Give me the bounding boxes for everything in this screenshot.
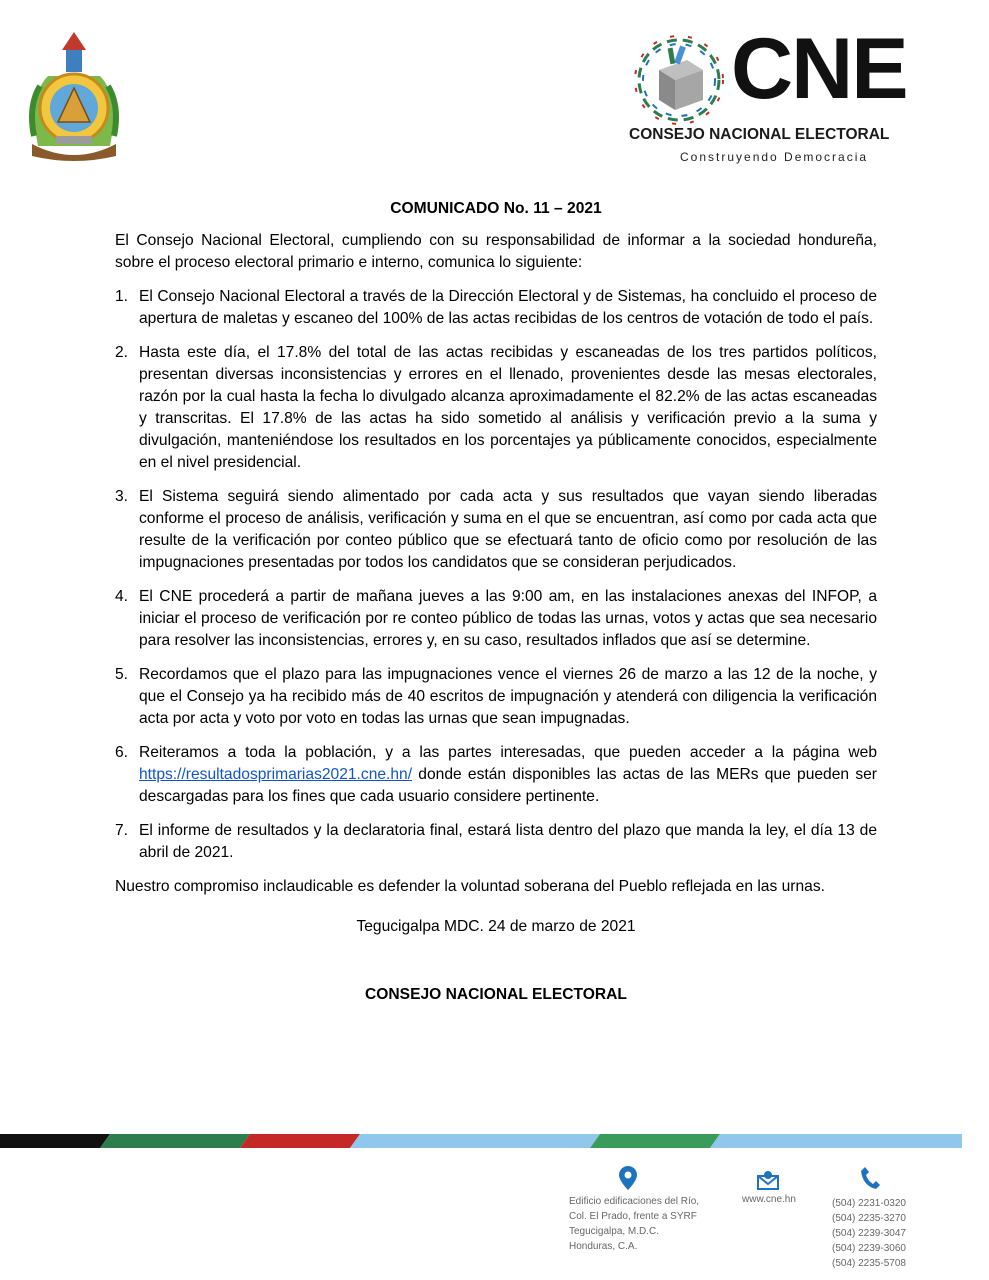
stripe-segment <box>240 1134 360 1148</box>
item-number: 5. <box>115 666 129 683</box>
footer-phones <box>832 1196 906 1271</box>
phone-number: (504) 2239-3060 <box>832 1243 906 1254</box>
footer-address <box>569 1194 699 1254</box>
intro-paragraph: El Consejo Nacional Electoral, cumpliendo con su responsabilidad de informar a la sociedad hondureña, sobre el proceso electoral primario e interno, comunica lo siguiente: <box>115 232 877 271</box>
phone-number: (504) 2239-3047 <box>832 1228 906 1239</box>
item-text-after: donde están disponibles las actas de las MERs que pueden ser descargadas para los fines que cada usuario considere pertinente. <box>139 766 877 805</box>
footer-website[interactable]: www.cne.hn <box>742 1194 796 1205</box>
stripe-segment <box>0 1134 110 1148</box>
item-text-before: Reiteramos a toda la población, y a las partes interesadas, que pueden acceder a la página web <box>139 744 877 761</box>
phone-number: (504) 2235-5708 <box>832 1258 906 1269</box>
list-item <box>115 664 877 730</box>
phone-number: (504) 2235-3270 <box>832 1213 906 1224</box>
email-web-icon <box>757 1170 779 1190</box>
footer <box>0 1160 989 1270</box>
cne-slogan: Construyendo Democracia <box>680 150 869 164</box>
item-text: Recordamos que el plazo para las impugnaciones vence el viernes 26 de marzo a las 12 de la noche, y que el Consejo ya ha recibido más de 40 escritos de impugnación y atenderá con diligencia la verificación acta por acta y voto por voto en todas las urnas que sean impugnadas. <box>139 666 877 727</box>
stripe-segment <box>590 1134 720 1148</box>
list-item <box>115 742 877 808</box>
communique-title: COMUNICADO No. 11 – 2021 <box>390 200 602 217</box>
item-text: El Consejo Nacional Electoral a través de la Dirección Electoral y de Sistemas, ha concluido el proceso de apertura de maletas y escaneo del 100% de las actas recibidas de los centros de votación de todo el país. <box>139 288 877 327</box>
item-number: 3. <box>115 488 129 505</box>
address-line: Tegucigalpa, M.D.C. <box>569 1226 660 1237</box>
ballot-box-icon <box>629 30 729 128</box>
stripe-segment <box>710 1134 962 1148</box>
stripe-segment <box>350 1134 600 1148</box>
item-number: 1. <box>115 288 129 305</box>
color-stripe <box>0 1134 962 1148</box>
item-text: El CNE procederá a partir de mañana jueves a las 9:00 am, en las instalaciones anexas del INFOP, a iniciar el proceso de verificación por re conteo público de todas las urnas, votos y actas que sea necesario para resolver las inconsistencias, errores y, en su caso, resultados inflados que así se determine. <box>139 588 877 649</box>
item-number: 2. <box>115 344 129 361</box>
list-item <box>115 486 877 574</box>
list-item <box>115 820 877 864</box>
location-pin-icon <box>619 1166 637 1190</box>
cne-logo <box>625 21 935 170</box>
cne-acronym: CNE <box>731 21 907 117</box>
item-number: 4. <box>115 588 129 605</box>
item-number: 7. <box>115 822 129 839</box>
item-text: Hasta este día, el 17.8% del total de las actas recibidas y escaneadas de los tres partidos políticos, presentan diversas inconsistencias y errores en el llenado, provenientes desde las mesas electorales, razón por la cual hasta la fecha lo divulgado alcanza aproximadamente el 82.2% de las actas escaneadas y transcritas. El 17.8% de las actas ha sido sometido al análisis y verificación previo a la suma y divulgación, manteniéndose los resultados en los porcentajes ya públicamente conocidos, especialmente en el nivel presidencial. <box>139 344 877 471</box>
closing-paragraph: Nuestro compromiso inclaudicable es defender la voluntad soberana del Pueblo reflejada en las urnas. <box>115 878 825 895</box>
honduras-coat-of-arms-icon <box>18 26 130 166</box>
cne-full-name: CONSEJO NACIONAL ELECTORAL <box>629 126 890 143</box>
item-text: El informe de resultados y la declaratoria final, estará lista dentro del plazo que manda la ley, el día 13 de abril de 2021. <box>139 822 877 861</box>
phone-icon <box>860 1166 880 1190</box>
letterhead <box>0 0 989 185</box>
address-line: Honduras, C.A. <box>569 1241 638 1252</box>
address-line: Edificio edificaciones del Río, <box>569 1196 700 1207</box>
place-date: Tegucigalpa MDC. 24 de marzo de 2021 <box>356 918 636 935</box>
points-list <box>115 286 877 864</box>
phone-number: (504) 2231-0320 <box>832 1198 906 1209</box>
signature: CONSEJO NACIONAL ELECTORAL <box>365 986 627 1003</box>
item-number: 6. <box>115 744 129 761</box>
results-link[interactable]: https://resultadosprimarias2021.cne.hn/ <box>139 766 413 783</box>
item-text: El Sistema seguirá siendo alimentado por cada acta y sus resultados que vayan siendo liberadas conforme el proceso de análisis, verificación y suma en el que se encuentran, así como por cada acta que resulte de la verificación por conteo público que se efectuará tanto de oficio como por resolución de las impugnaciones presentadas por todos los candidatos que se consideran perjudicados. <box>139 488 877 571</box>
stripe-segment <box>100 1134 250 1148</box>
list-item <box>115 342 877 474</box>
list-item <box>115 586 877 652</box>
list-item <box>115 286 877 330</box>
communique-body <box>115 198 877 1006</box>
address-line: Col. El Prado, frente a SYRF <box>569 1211 697 1222</box>
